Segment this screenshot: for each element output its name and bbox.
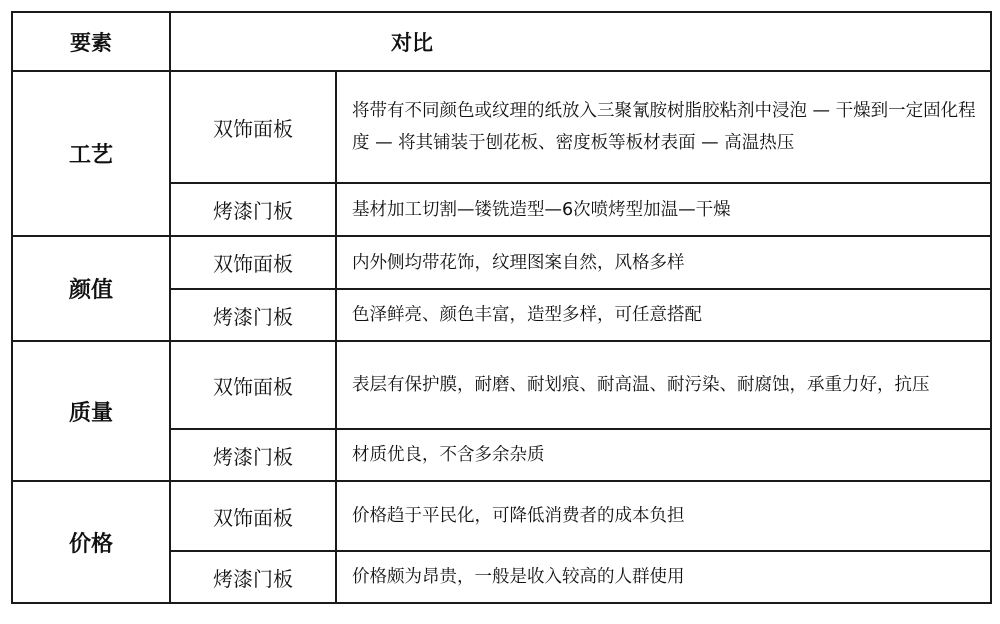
type-cell: 烤漆门板 bbox=[170, 429, 336, 481]
type-cell: 双饰面板 bbox=[170, 71, 336, 183]
desc-cell: 将带有不同颜色或纹理的纸放入三聚氰胺树脂胶粘剂中浸泡 — 干燥到一定固化程度 — 将其铺装于刨花板、密度板等板材表面 — 高温热压 bbox=[336, 71, 991, 183]
type-cell: 双饰面板 bbox=[170, 341, 336, 429]
header-element: 要素 bbox=[12, 12, 170, 71]
desc-cell: 价格趋于平民化，可降低消费者的成本负担 bbox=[336, 481, 991, 551]
category-cell: 颜值 bbox=[12, 236, 170, 341]
table-header-row bbox=[12, 12, 991, 71]
comparison-table bbox=[11, 11, 992, 604]
type-cell: 双饰面板 bbox=[170, 236, 336, 289]
category-cell: 价格 bbox=[12, 481, 170, 603]
type-cell: 烤漆门板 bbox=[170, 183, 336, 236]
type-cell: 双饰面板 bbox=[170, 481, 336, 551]
type-cell: 烤漆门板 bbox=[170, 289, 336, 341]
type-cell: 烤漆门板 bbox=[170, 551, 336, 603]
desc-cell: 内外侧均带花饰，纹理图案自然，风格多样 bbox=[336, 236, 991, 289]
header-comparison: 对比 bbox=[170, 12, 991, 71]
desc-cell: 表层有保护膜，耐磨、耐划痕、耐高温、耐污染、耐腐蚀，承重力好，抗压 bbox=[336, 341, 991, 429]
desc-cell: 基材加工切割—镂铣造型—6次喷烤型加温—干燥 bbox=[336, 183, 991, 236]
desc-cell: 色泽鲜亮、颜色丰富，造型多样，可任意搭配 bbox=[336, 289, 991, 341]
category-cell: 质量 bbox=[12, 341, 170, 481]
table-row bbox=[12, 71, 991, 183]
category-cell: 工艺 bbox=[12, 71, 170, 236]
desc-cell: 材质优良，不含多余杂质 bbox=[336, 429, 991, 481]
desc-cell: 价格颇为昂贵，一般是收入较高的人群使用 bbox=[336, 551, 991, 603]
table-row bbox=[12, 481, 991, 551]
table-row bbox=[12, 236, 991, 289]
table-row bbox=[12, 341, 991, 429]
